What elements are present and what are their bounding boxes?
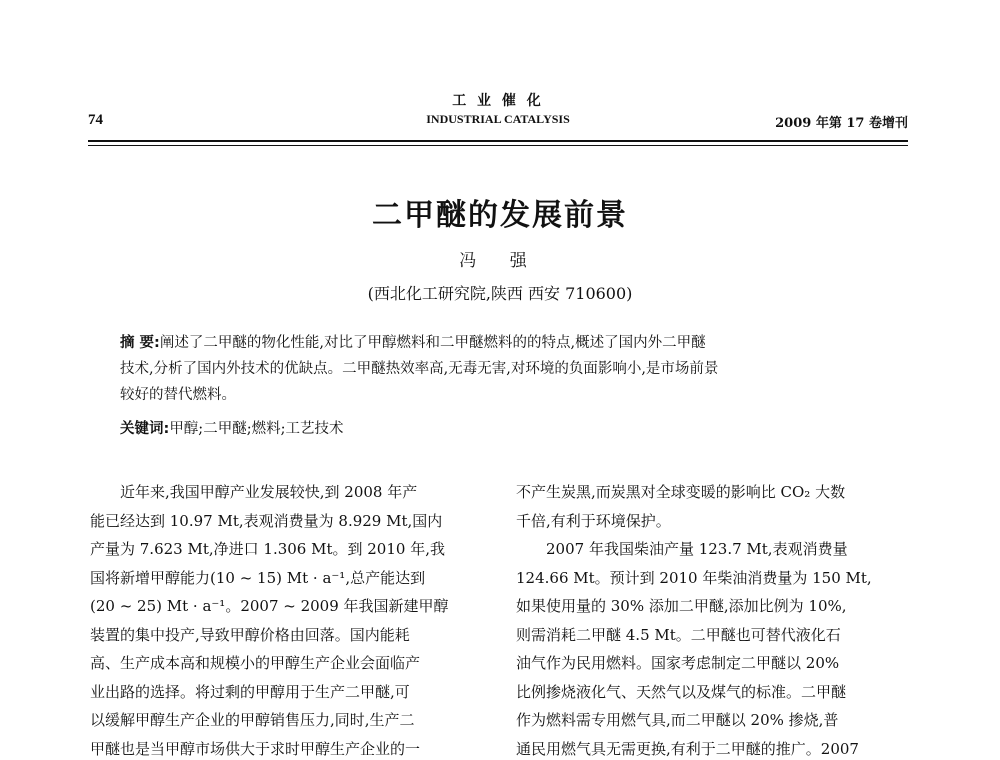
abstract-line [120, 330, 886, 356]
body-line: 甲醚也是当甲醇市场供大于求时甲醇生产企业的一 [90, 739, 421, 758]
body-line: 比例掺烧液化气、天然气以及煤气的标准。二甲醚 [516, 682, 847, 701]
header-rule-thin [88, 145, 908, 146]
body-column-right [516, 478, 908, 760]
abstract-line: 技术,分析了国内外技术的优缺点。二甲醚热效率高,无毒无害,对环境的负面影响小,是市场前景 [120, 361, 719, 377]
body-line: 不产生炭黑,而炭黑对全球变暖的影响比 CO₂ 大数 [516, 483, 846, 501]
body-line: 能已经达到 10.97 Mt,表观消费量为 8.929 Mt,国内 [90, 511, 443, 530]
body-line: 油气作为民用燃料。国家考虑制定二甲醚以 20% [516, 654, 840, 672]
abstract-text: 阐述了二甲醚的物化性能,对比了甲醇燃料和二甲醚燃料的的特点,概述了国内外二甲醚 [159, 335, 706, 351]
keywords [120, 416, 343, 442]
body-line: 作为燃料需专用燃气具,而二甲醚以 20% 掺烧,普 [516, 711, 839, 729]
body-line: 高、生产成本高和规模小的甲醇生产企业会面临产 [90, 654, 421, 672]
body-line: 装置的集中投产,导致甲醇价格由回落。国内能耗 [90, 625, 410, 644]
body-line: 以缓解甲醇生产企业的甲醇销售压力,同时,生产二 [90, 711, 415, 729]
body-line: 近年来,我国甲醇产业发展较快,到 2008 年产 [90, 483, 418, 501]
body-line: 124.66 Mt。预计到 2010 年柴油消费量为 150 Mt, [516, 568, 872, 587]
journal-name-cn: 工 业 催 化 [452, 93, 544, 109]
issue-info: 2009 年第 17 卷增刊 [775, 116, 908, 131]
body-line: 2007 年我国柴油产量 123.7 Mt,表观消费量 [516, 540, 848, 558]
keywords-label: 关键词: [120, 421, 170, 437]
abstract-line: 较好的替代燃料。 [120, 387, 236, 403]
running-header [88, 92, 908, 138]
article-title: 二甲醚的发展前景 [372, 198, 628, 233]
body-line: 产量为 7.623 Mt,净进口 1.306 Mt。到 2010 年,我 [90, 540, 445, 558]
body-column-left [90, 478, 482, 760]
body-line: 则需消耗二甲醚 4.5 Mt。二甲醚也可替代液化石 [516, 625, 841, 644]
page-number: 74 [88, 112, 103, 128]
keywords-text: 甲醇;二甲醚;燃料;工艺技术 [169, 421, 344, 437]
body-line: 通民用燃气具无需更换,有利于二甲醚的推广。2007 [516, 739, 859, 758]
body-line: (20 ~ 25) Mt · a⁻¹。2007 ~ 2009 年我国新建甲醇 [90, 597, 449, 615]
body-line: 如果使用量的 30% 添加二甲醚,添加比例为 10%, [516, 597, 847, 615]
abstract [120, 330, 886, 408]
abstract-label: 摘 要: [120, 335, 160, 351]
header-rule-thick [88, 140, 908, 142]
article-author: 冯 强 [459, 251, 541, 271]
author-affiliation: (西北化工研究院,陕西 西安 710600) [367, 284, 633, 303]
body-line: 千倍,有利于环境保护。 [516, 511, 671, 530]
body-line: 国将新增甲醇能力(10 ~ 15) Mt · a⁻¹,总产能达到 [90, 568, 426, 587]
journal-name-en: INDUSTRIAL CATALYSIS [426, 112, 570, 126]
body-line: 业出路的选择。将过剩的甲醇用于生产二甲醚,可 [90, 682, 410, 701]
